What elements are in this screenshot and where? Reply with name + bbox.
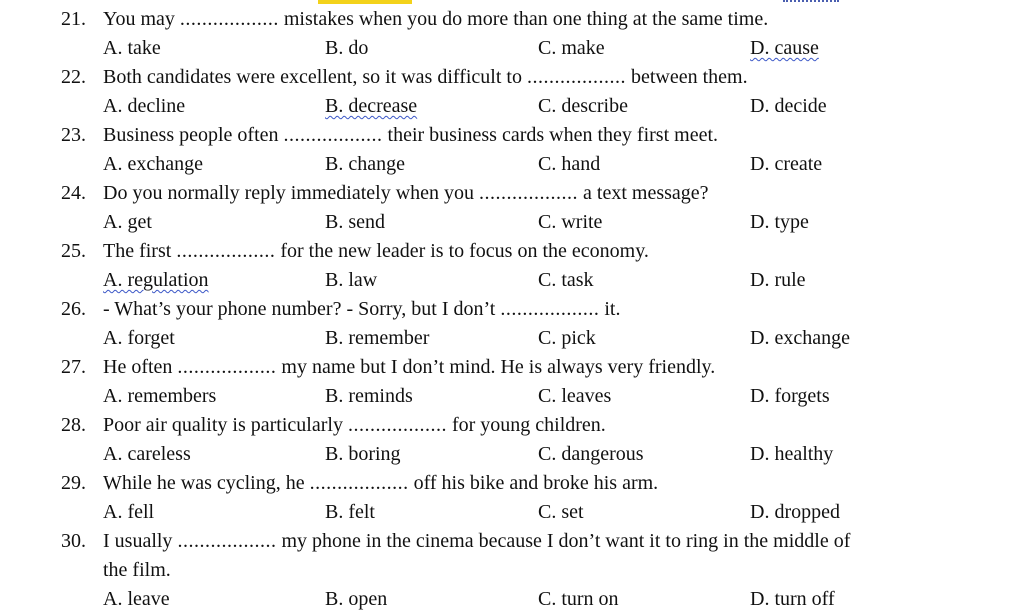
question-30 xyxy=(0,527,1024,556)
option-a: A. take xyxy=(103,37,161,59)
question-stem xyxy=(61,295,620,324)
option-b: B. felt xyxy=(325,501,375,523)
question-number: 30. xyxy=(61,530,86,552)
question-text-continuation: the film. xyxy=(103,559,171,581)
option-b: B. remember xyxy=(325,327,430,349)
question-text-before: - What’s your phone number? - Sorry, but I don’t xyxy=(103,298,496,320)
option-c: C. task xyxy=(538,269,594,291)
option-a: A. careless xyxy=(103,443,191,465)
option-b: B. change xyxy=(325,153,405,175)
question-text-after: for the new leader is to focus on the economy. xyxy=(280,240,649,262)
question-number: 24. xyxy=(61,182,86,204)
question-text-after: my phone in the cinema because I don’t want it to ring in the middle of xyxy=(281,530,851,552)
question-24 xyxy=(0,179,1024,208)
option-b: B. law xyxy=(325,269,378,291)
answer-blank: .................. xyxy=(309,472,409,494)
answer-blank: .................. xyxy=(176,240,276,262)
option-d: D. turn off xyxy=(750,588,835,610)
question-text-before: I usually xyxy=(103,530,173,552)
question-stem xyxy=(61,527,850,556)
answer-blank: .................. xyxy=(526,66,626,88)
question-text-before: He often xyxy=(103,356,173,378)
question-stem xyxy=(61,5,768,34)
question-stem xyxy=(61,63,748,92)
question-text-before: Both candidates were excellent, so it was difficult to xyxy=(103,66,522,88)
question-stem xyxy=(61,179,709,208)
option-a: A. leave xyxy=(103,588,170,610)
option-b: B. decrease xyxy=(325,95,418,117)
option-c: C. hand xyxy=(538,153,601,175)
question-text-after: their business cards when they first meet. xyxy=(387,124,718,146)
question-number: 23. xyxy=(61,124,86,146)
option-b: B. open xyxy=(325,588,388,610)
option-a: A. regulation xyxy=(103,269,209,291)
question-text-before: You may xyxy=(103,8,175,30)
question-text-after: off his bike and broke his arm. xyxy=(413,472,659,494)
options-27 xyxy=(0,382,1024,411)
question-text-after: it. xyxy=(604,298,621,320)
options-25 xyxy=(0,266,1024,295)
question-number: 22. xyxy=(61,66,86,88)
options-26 xyxy=(0,324,1024,353)
question-29 xyxy=(0,469,1024,498)
exercise-sheet xyxy=(0,5,1024,614)
option-c: C. make xyxy=(538,37,605,59)
question-26 xyxy=(0,295,1024,324)
option-d: D. forgets xyxy=(750,385,830,407)
question-stem xyxy=(61,237,649,266)
question-text-before: Poor air quality is particularly xyxy=(103,414,343,436)
highlight-mark xyxy=(318,0,412,4)
answer-blank: .................. xyxy=(500,298,600,320)
question-27 xyxy=(0,353,1024,382)
question-text-after: my name but I don’t mind. He is always very friendly. xyxy=(281,356,716,378)
options-29 xyxy=(0,498,1024,527)
question-number: 29. xyxy=(61,472,86,494)
option-c: C. set xyxy=(538,501,584,523)
question-28 xyxy=(0,411,1024,440)
option-b: B. boring xyxy=(325,443,401,465)
question-number: 26. xyxy=(61,298,86,320)
option-d: D. dropped xyxy=(750,501,840,523)
question-number: 25. xyxy=(61,240,86,262)
option-d: D. cause xyxy=(750,37,819,59)
answer-blank: .................. xyxy=(177,356,277,378)
option-c: C. dangerous xyxy=(538,443,644,465)
answer-blank: .................. xyxy=(347,414,447,436)
option-a: A. remembers xyxy=(103,385,217,407)
question-text-before: While he was cycling, he xyxy=(103,472,305,494)
options-23 xyxy=(0,150,1024,179)
question-23 xyxy=(0,121,1024,150)
options-21 xyxy=(0,34,1024,63)
option-b: B. reminds xyxy=(325,385,413,407)
option-d: D. exchange xyxy=(750,327,850,349)
option-a: A. exchange xyxy=(103,153,203,175)
question-number: 28. xyxy=(61,414,86,436)
question-text-after: a text message? xyxy=(583,182,709,204)
question-text-after: for young children. xyxy=(451,414,606,436)
option-a: A. decline xyxy=(103,95,186,117)
option-d: D. rule xyxy=(750,269,806,291)
options-28 xyxy=(0,440,1024,469)
question-number: 21. xyxy=(61,8,86,30)
question-text-after: mistakes when you do more than one thing at the same time. xyxy=(283,8,769,30)
question-25 xyxy=(0,237,1024,266)
option-d: D. type xyxy=(750,211,809,233)
option-a: A. fell xyxy=(103,501,155,523)
option-d: D. create xyxy=(750,153,823,175)
option-c: C. write xyxy=(538,211,603,233)
question-stem xyxy=(61,469,658,498)
option-a: A. forget xyxy=(103,327,175,349)
question-30-continuation xyxy=(0,556,1024,585)
answer-blank: .................. xyxy=(479,182,579,204)
question-21 xyxy=(0,5,1024,34)
answer-blank: .................. xyxy=(177,530,277,552)
option-d: D. healthy xyxy=(750,443,834,465)
option-d: D. decide xyxy=(750,95,827,117)
question-stem xyxy=(61,353,715,382)
question-number: 27. xyxy=(61,356,86,378)
options-24 xyxy=(0,208,1024,237)
option-c: C. describe xyxy=(538,95,628,117)
question-text-before: Business people often xyxy=(103,124,279,146)
answer-blank: .................. xyxy=(283,124,383,146)
option-c: C. turn on xyxy=(538,588,619,610)
option-c: C. pick xyxy=(538,327,596,349)
question-text-before: Do you normally reply immediately when you xyxy=(103,182,475,204)
question-text-after: between them. xyxy=(630,66,748,88)
question-stem xyxy=(61,121,718,150)
options-30 xyxy=(0,585,1024,614)
option-b: B. do xyxy=(325,37,369,59)
question-22 xyxy=(0,63,1024,92)
option-b: B. send xyxy=(325,211,385,233)
option-a: A. get xyxy=(103,211,152,233)
question-text-before: The first xyxy=(103,240,172,262)
answer-blank: .................. xyxy=(179,8,279,30)
options-22 xyxy=(0,92,1024,121)
question-stem xyxy=(61,411,606,440)
option-c: C. leaves xyxy=(538,385,612,407)
